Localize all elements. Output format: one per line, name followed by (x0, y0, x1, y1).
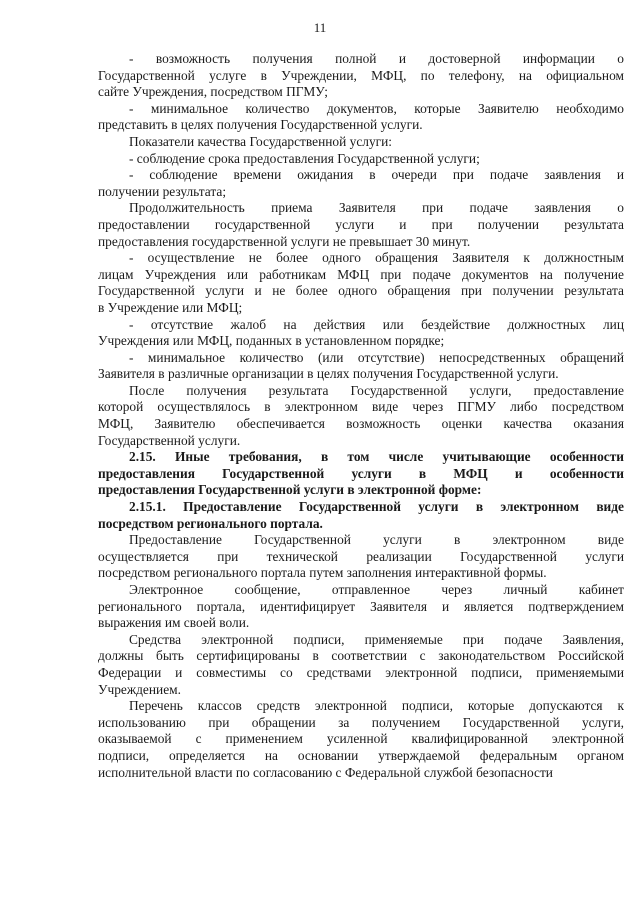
text-line: должны быть сертифицированы в соответствии с законодательством Российской (98, 648, 624, 664)
text-line: Государственной услуги и не более одного обращения при получении результата (98, 283, 624, 299)
paragraph-p13 (98, 532, 624, 582)
text-line: - минимальное количество документов, которые Заявителю необходимо (129, 100, 624, 116)
text-line: - осуществление не более одного обращения Заявителя к должностным (129, 250, 624, 266)
text-line: Заявителя в различные организации в целях получения Государственной услуги. (98, 366, 559, 382)
paragraph-p6 (98, 200, 624, 250)
text-line: 2.15.1. Предоставление Государственной услуги в электронном виде (129, 499, 624, 515)
paragraph-p15 (98, 632, 624, 698)
paragraph-p1 (98, 51, 624, 101)
text-line: 2.15. Иные требования, в том числе учитывающие особенности (129, 449, 624, 465)
page-number: 11 (313, 20, 327, 35)
text-line: предоставления Государственной услуги в МФЦ и особенности (98, 465, 624, 481)
text-line: предоставлении государственной услуги и при получении результата (98, 216, 624, 232)
paragraph-p9 (98, 350, 624, 383)
paragraph-p11 (98, 449, 624, 499)
paragraph-p8 (98, 317, 624, 350)
text-line: предоставления Государственной услуги в электронной форме: (98, 482, 482, 498)
text-line: лицам Учреждения или работникам МФЦ при подаче документов на получение (98, 266, 624, 282)
text-line: посредством регионального портала путем заполнения интерактивной формы. (98, 565, 547, 581)
text-line: представить в целях получения Государственной услуги. (98, 117, 423, 133)
paragraph-p7 (98, 250, 624, 316)
text-line: в Учреждение или МФЦ; (98, 299, 243, 315)
text-line: - соблюдение срока предоставления Государственной услуги; (129, 150, 480, 166)
paragraph-p14 (98, 582, 624, 632)
paragraph-p10 (98, 383, 624, 449)
text-line: Показатели качества Государственной услуги: (129, 133, 393, 149)
text-line: Продолжительность приема Заявителя при подаче заявления о (129, 200, 624, 216)
text-line: сайте Учреждения, посредством ПГМУ; (98, 84, 328, 100)
text-line: - соблюдение времени ожидания в очереди при подаче заявления и (129, 167, 624, 183)
text-line: Учреждения или МФЦ, поданных в установленном порядке; (98, 333, 445, 349)
text-line: Федерации и совместимы со средствами электронной подписи, применяемыми (98, 664, 624, 680)
paragraph-p5 (98, 167, 624, 200)
text-line: подписи, определяется на основании утверждаемой федеральным органом (98, 747, 624, 763)
text-line: регионального портала, идентифицирует Заявителя и является подтверждением (98, 598, 624, 614)
text-line: Государственной услуги. (98, 432, 241, 448)
paragraph-p12 (98, 499, 624, 532)
text-line: МФЦ, Заявителю обеспечивается возможность оценки качества оказания (98, 416, 624, 432)
text-line: осуществляется при технической реализации Государственной услуги (98, 548, 624, 564)
text-line: оказываемой с применением усиленной квалифицированной электронной (98, 731, 624, 747)
text-line: Учреждением. (98, 681, 181, 697)
text-line: посредством регионального портала. (98, 515, 323, 531)
text-line: Перечень классов средств электронной подписи, которые допускаются к (129, 698, 624, 714)
text-line: получении результата; (98, 183, 227, 199)
text-line: - возможность получения полной и достоверной информации о (129, 51, 624, 66)
paragraph-p16 (98, 698, 624, 781)
text-line: Предоставление Государственной услуги в электронном виде (129, 532, 624, 548)
text-line: которой осуществлялось в электронном виде через ПГМУ либо посредством (98, 399, 624, 415)
paragraph-p3 (98, 134, 624, 151)
paragraph-p2 (98, 101, 624, 134)
text-line: - минимальное количество (или отсутствие) непосредственных обращений (129, 349, 624, 365)
paragraph-p4 (98, 151, 624, 168)
text-line: После получения результата Государственной услуги, предоставление (129, 382, 624, 398)
text-line: Средства электронной подписи, применяемые при подаче Заявления, (129, 631, 624, 647)
text-line: - отсутствие жалоб на действия или бездействие должностных лиц (129, 316, 624, 332)
text-line: предоставления государственной услуги не превышает 30 минут. (98, 233, 471, 249)
text-line: использованию при обращении за получением Государственной услуги, (98, 714, 624, 730)
text-line: выражения им своей воли. (98, 615, 250, 631)
text-line: исполнительной власти по согласованию с Федеральной службой безопасности (98, 764, 553, 780)
document-body (98, 51, 624, 781)
text-line: Электронное сообщение, отправленное через личный кабинет (129, 582, 624, 597)
text-line: Государственной услуге в Учреждении, МФЦ, по телефону, на официальном (98, 67, 624, 83)
